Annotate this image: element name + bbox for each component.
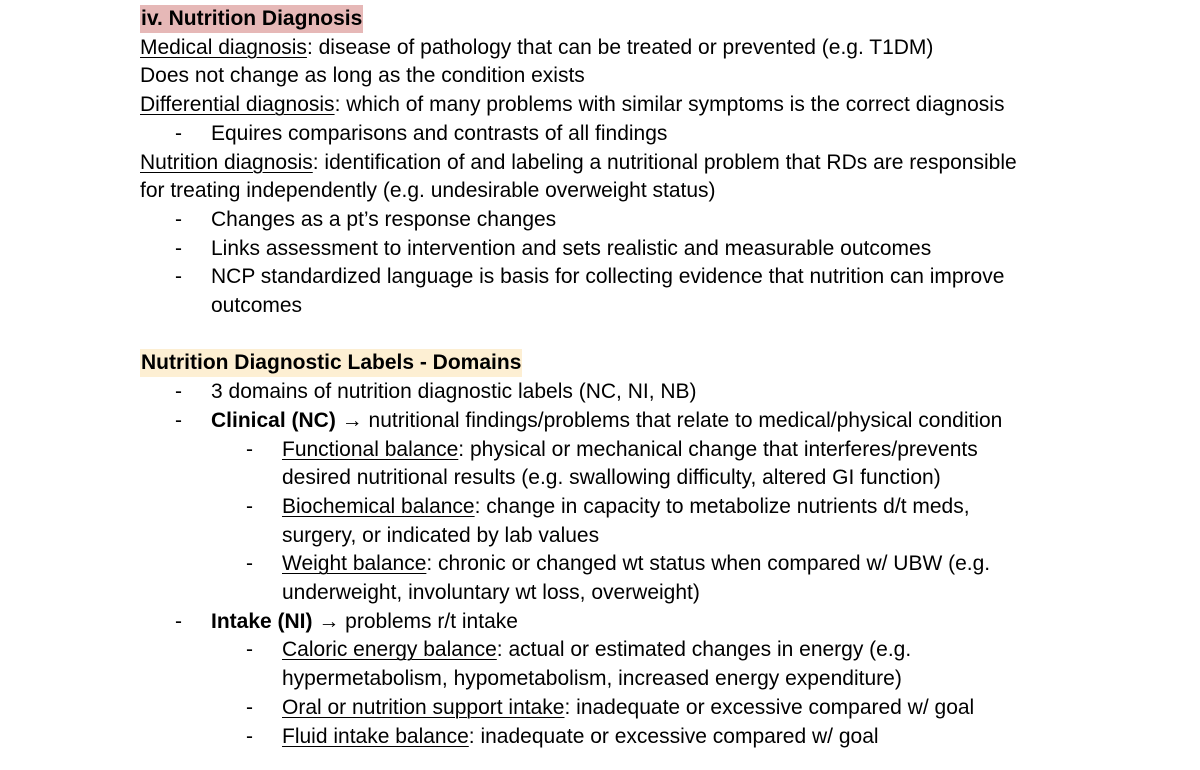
list-item-intake	[140, 608, 1180, 637]
list-item-text: NCP standardized language is basis for collecting evidence that nutrition can improve	[211, 265, 1005, 289]
list-item-text: Links assessment to intervention and sets realistic and measurable outcomes	[211, 236, 932, 260]
list-item-clinical	[140, 407, 1180, 436]
list-item-text	[211, 407, 1180, 436]
sub-list-item-text	[282, 636, 1180, 665]
list-item-text	[211, 608, 1180, 637]
definition-text: : change in capacity to metabolize nutrients d/t meds,	[474, 494, 970, 518]
section-heading-nutrition-diagnosis: iv. Nutrition Diagnosis	[140, 5, 363, 33]
definition-nutrition-diagnosis-line1: : identification of and labeling a nutritional problem that RDs are responsible	[312, 150, 1017, 174]
bullet-dash: -	[246, 638, 253, 662]
list-item	[140, 120, 1180, 149]
bullet-dash: -	[175, 609, 182, 633]
list-item-text: Changes as a pt’s response changes	[211, 207, 557, 231]
paragraph-nutrition-diagnosis	[140, 149, 1180, 178]
bullet-dash: -	[175, 408, 182, 432]
bullet-dash: -	[246, 724, 253, 748]
document-page	[140, 5, 1180, 751]
sub-list-item-text	[282, 436, 1180, 465]
bullet-dash: -	[175, 236, 182, 260]
bullet-dash: -	[175, 380, 182, 404]
label-intake: Intake (NI)	[211, 609, 313, 633]
sub-list-item-text	[282, 550, 1180, 579]
list-item	[140, 235, 1180, 264]
sub-list-item-text-continued: surgery, or indicated by lab values	[282, 523, 600, 547]
definition-text: : inadequate or excessive compared w/ goal	[564, 695, 975, 719]
bullet-dash: -	[246, 695, 253, 719]
sub-list-item	[140, 493, 1180, 550]
term-functional-balance: Functional balance	[282, 437, 459, 461]
bullet-dash: -	[175, 265, 182, 289]
paragraph-medical-note: Does not change as long as the condition exists	[140, 64, 585, 88]
bullet-dash: -	[175, 121, 182, 145]
term-oral-nutrition-support-intake: Oral or nutrition support intake	[282, 695, 565, 719]
section-heading-row	[140, 5, 1180, 34]
bullet-dash: -	[246, 494, 253, 518]
intake-description: → problems r/t intake	[312, 609, 518, 633]
sub-list-item	[140, 636, 1180, 693]
sub-list-item-text-continued: hypermetabolism, hypometabolism, increased energy expenditure)	[282, 667, 902, 691]
definition-text: : physical or mechanical change that interferes/prevents	[458, 437, 978, 461]
term-caloric-energy-balance: Caloric energy balance	[282, 638, 497, 662]
blank-line	[140, 321, 1180, 350]
term-fluid-intake-balance: Fluid intake balance	[282, 724, 469, 748]
section-heading-row	[140, 349, 1180, 378]
definition-text: : chronic or changed wt status when compared w/ UBW (e.g.	[426, 552, 991, 576]
list-item	[140, 263, 1180, 320]
clinical-description: → nutritional findings/problems that relate to medical/physical condition	[335, 408, 1003, 432]
sub-list-item	[140, 694, 1180, 723]
bullet-dash: -	[175, 207, 182, 231]
list-item-text: Equires comparisons and contrasts of all findings	[211, 121, 668, 145]
paragraph-medical-diagnosis	[140, 34, 1180, 63]
section-heading-diagnostic-labels: Nutrition Diagnostic Labels - Domains	[140, 349, 522, 377]
sub-list-item-text	[282, 493, 1180, 522]
list-item	[140, 206, 1180, 235]
sub-list-item-text-continued: underweight, involuntary wt loss, overweight)	[282, 581, 700, 605]
term-weight-balance: Weight balance	[282, 552, 427, 576]
term-nutrition-diagnosis: Nutrition diagnosis	[140, 150, 313, 174]
label-clinical: Clinical (NC)	[211, 408, 336, 432]
sub-list-item	[140, 436, 1180, 493]
definition-medical-diagnosis: : disease of pathology that can be treated or prevented (e.g. T1DM)	[306, 35, 934, 59]
paragraph-differential-diagnosis	[140, 91, 1180, 120]
list-item	[140, 378, 1180, 407]
definition-text: : actual or estimated changes in energy (e.g.	[496, 638, 912, 662]
bullet-dash: -	[246, 552, 253, 576]
definition-nutrition-diagnosis-line2: for treating independently (e.g. undesirable overweight status)	[140, 179, 716, 203]
list-item-text-continued: outcomes	[211, 294, 303, 318]
term-differential-diagnosis: Differential diagnosis	[140, 93, 335, 117]
bullet-dash: -	[246, 437, 253, 461]
definition-text: : inadequate or excessive compared w/ goal	[468, 724, 879, 748]
sub-list-item-text-continued: desired nutritional results (e.g. swallowing difficulty, altered GI function)	[282, 466, 941, 490]
sub-list-item-text	[282, 694, 1180, 723]
term-medical-diagnosis: Medical diagnosis	[140, 35, 307, 59]
sub-list-item	[140, 723, 1180, 752]
sub-list-item	[140, 550, 1180, 607]
list-item-text: 3 domains of nutrition diagnostic labels (NC, NI, NB)	[211, 380, 697, 404]
sub-list-item-text	[282, 723, 1180, 752]
definition-differential-diagnosis: : which of many problems with similar symptoms is the correct diagnosis	[334, 93, 1005, 117]
term-biochemical-balance: Biochemical balance	[282, 494, 475, 518]
